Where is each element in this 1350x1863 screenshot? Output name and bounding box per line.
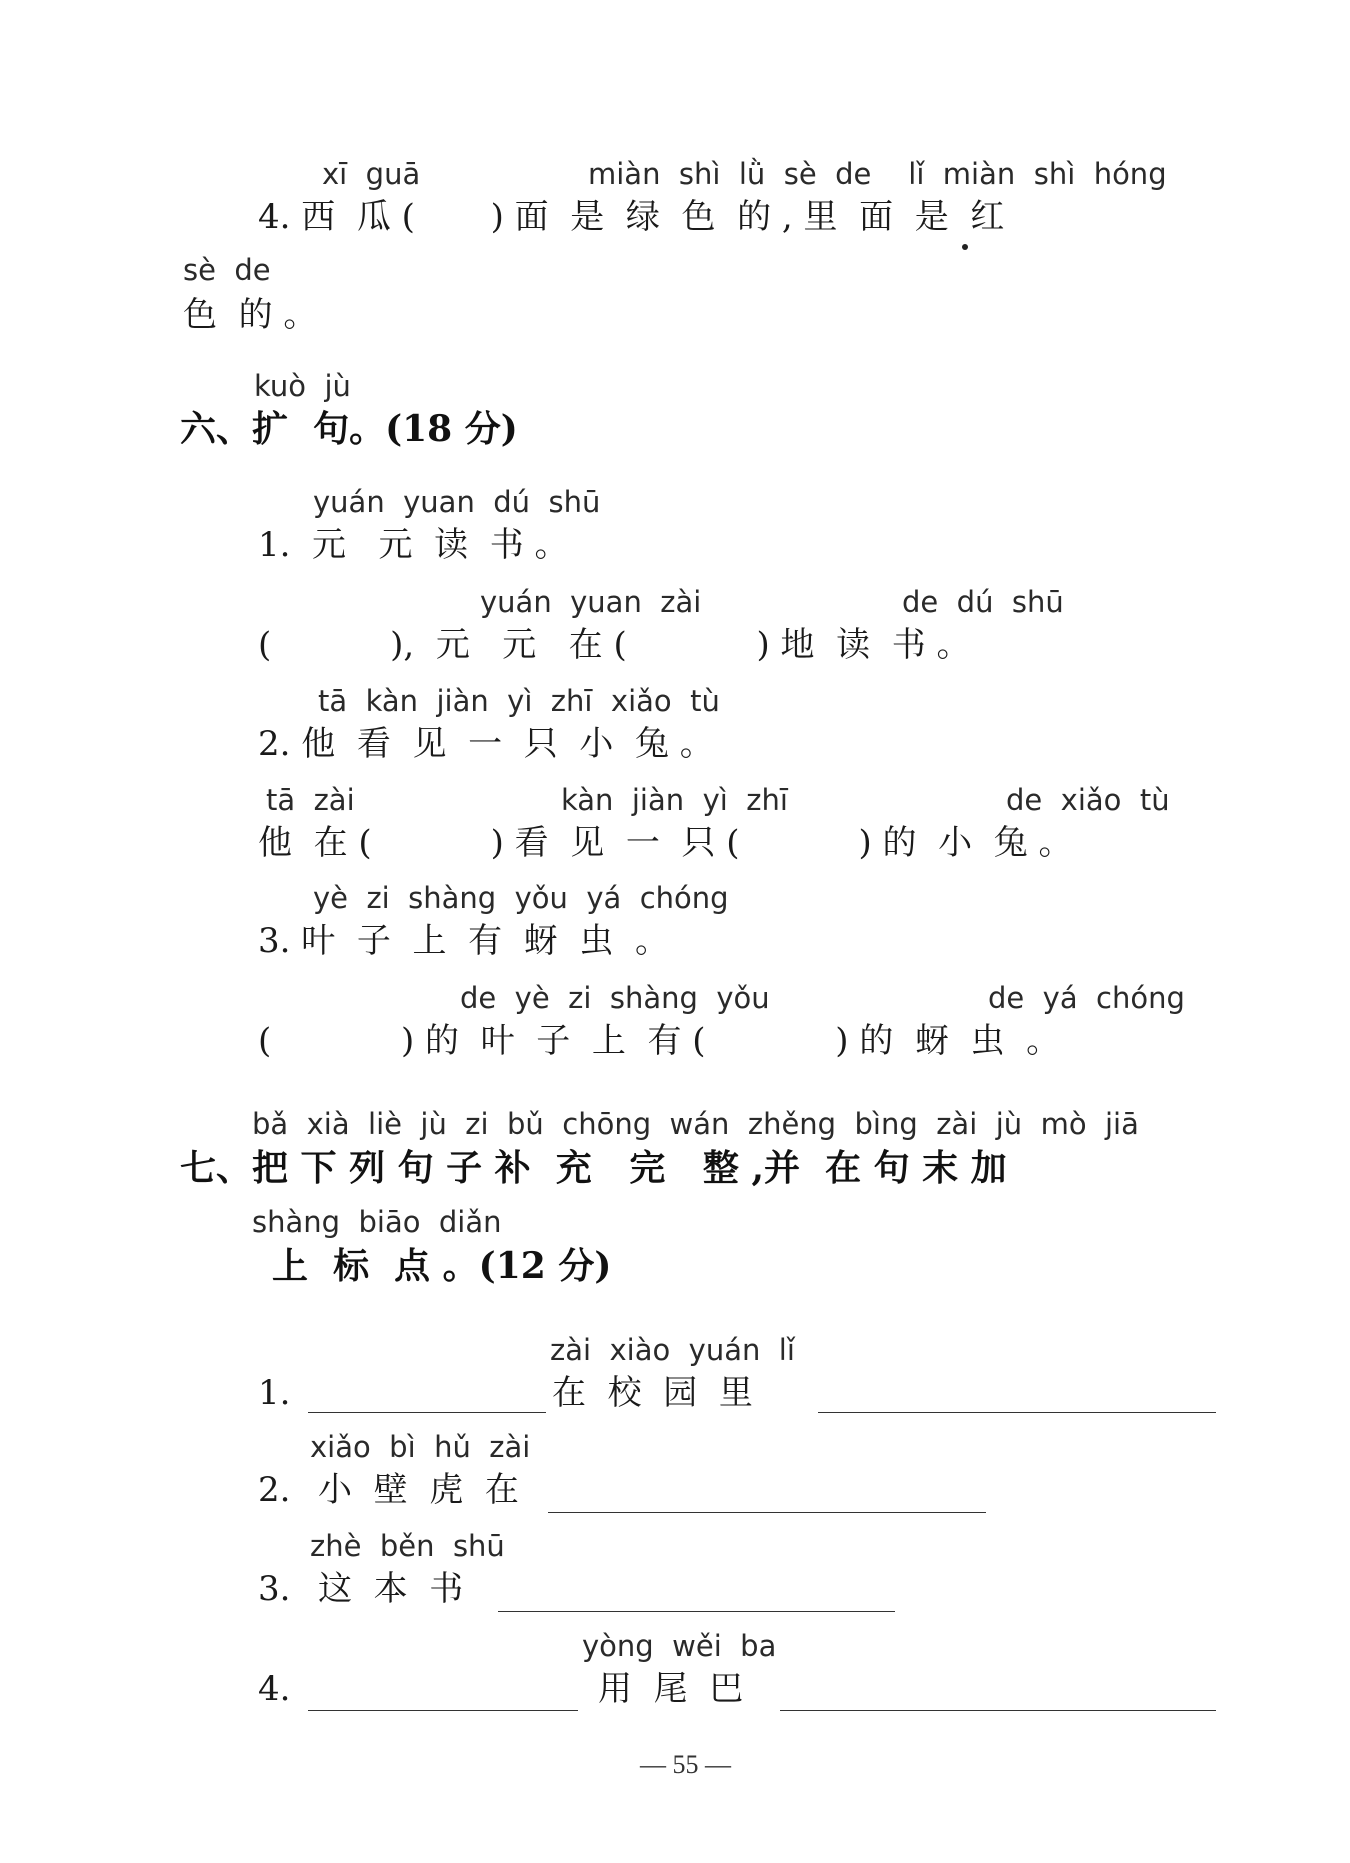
sec6-q2-pinyin-a: tā zài	[266, 783, 355, 817]
sec7-q4-text: 用 尾 巴	[598, 1669, 744, 1709]
answer-blank[interactable]	[780, 1710, 1216, 1711]
page-number: — 55 —	[640, 1750, 731, 1779]
sec6-title-pinyin: kuò jù	[254, 369, 351, 403]
sec7-q3-text: 这 本 书	[318, 1569, 464, 1609]
sec7-title-pinyin: bǎ xià liè jù zi bǔ chōng wán zhěng bìng zài jù mò jiā	[252, 1107, 1139, 1141]
sec7-q2-pinyin: xiǎo bì hǔ zài	[310, 1430, 531, 1464]
sec6-q1-sentence: 1. 元 元 读 书 。	[258, 525, 569, 565]
sec7-title: 七、把 下 列 句 子 补 充 完 整 ,并 在 句 末 加	[180, 1147, 1007, 1189]
sec6-q1-pinyin: yuán yuan dú shū	[313, 485, 601, 519]
q5-4-sentence-cont: 色 的 。	[183, 295, 318, 335]
sec6-q2-sentence: 2. 他 看 见 一 只 小 兔 。	[258, 724, 714, 764]
sec6-q1-expand: ( ), 元 元 在 ( ) 地 读 书 。	[258, 625, 971, 665]
answer-blank[interactable]	[548, 1512, 986, 1513]
q5-4-sentence: 4. 西 瓜 ( ) 面 是 绿 色 的 , 里 面 是 红	[258, 197, 1005, 237]
sec7-q3-number: 3.	[258, 1569, 291, 1609]
q5-4-pinyin-b: miàn shì lǜ sè de lǐ miàn shì hóng	[588, 157, 1167, 191]
sec6-q2-expand: 他 在 ( ) 看 见 一 只 ( ) 的 小 兔 。	[258, 823, 1073, 863]
q5-4-pinyin-a: xī guā	[322, 157, 421, 191]
answer-blank[interactable]	[818, 1412, 1216, 1413]
sec6-q2-pinyin: tā kàn jiàn yì zhī xiǎo tù	[318, 684, 720, 718]
sec7-q1-number: 1.	[258, 1373, 291, 1413]
sec6-q1-pinyin-b: de dú shū	[902, 585, 1064, 619]
sec6-q2-pinyin-b: kàn jiàn yì zhī	[561, 783, 788, 817]
sec6-q2-pinyin-c: de xiǎo tù	[1006, 783, 1170, 817]
sec6-q3-pinyin-b: de yá chóng	[988, 981, 1185, 1015]
sec7-q2-number: 2.	[258, 1470, 291, 1510]
sec7-q1-text: 在 校 园 里	[552, 1373, 753, 1413]
sec6-q3-pinyin: yè zi shàng yǒu yá chóng	[313, 881, 729, 915]
answer-blank[interactable]	[308, 1710, 578, 1711]
q5-4-pinyin-cont: sè de	[183, 253, 271, 287]
sec7-title-2: 上 标 点 。(12 分)	[272, 1245, 612, 1287]
sec6-q1-pinyin-a: yuán yuan zài	[480, 585, 702, 619]
answer-blank[interactable]	[308, 1412, 546, 1413]
sec7-q1-pinyin: zài xiào yuán lǐ	[550, 1333, 795, 1367]
sec7-title-pinyin-2: shàng biāo diǎn	[252, 1205, 502, 1239]
sec6-q3-pinyin-a: de yè zi shàng yǒu	[460, 981, 770, 1015]
sec7-q2-text: 小 壁 虎 在	[318, 1470, 519, 1510]
answer-blank[interactable]	[498, 1611, 895, 1612]
sec7-q4-number: 4.	[258, 1669, 291, 1709]
sec6-q3-expand: ( ) 的 叶 子 上 有 ( ) 的 蚜 虫 。	[258, 1021, 1061, 1061]
sec7-q4-pinyin: yòng wěi ba	[582, 1629, 777, 1663]
emphasis-dot	[962, 244, 968, 250]
sec6-title: 六、扩 句。(18 分)	[180, 408, 518, 450]
sec7-q3-pinyin: zhè běn shū	[310, 1529, 505, 1563]
sec6-q3-sentence: 3. 叶 子 上 有 蚜 虫 。	[258, 921, 669, 961]
